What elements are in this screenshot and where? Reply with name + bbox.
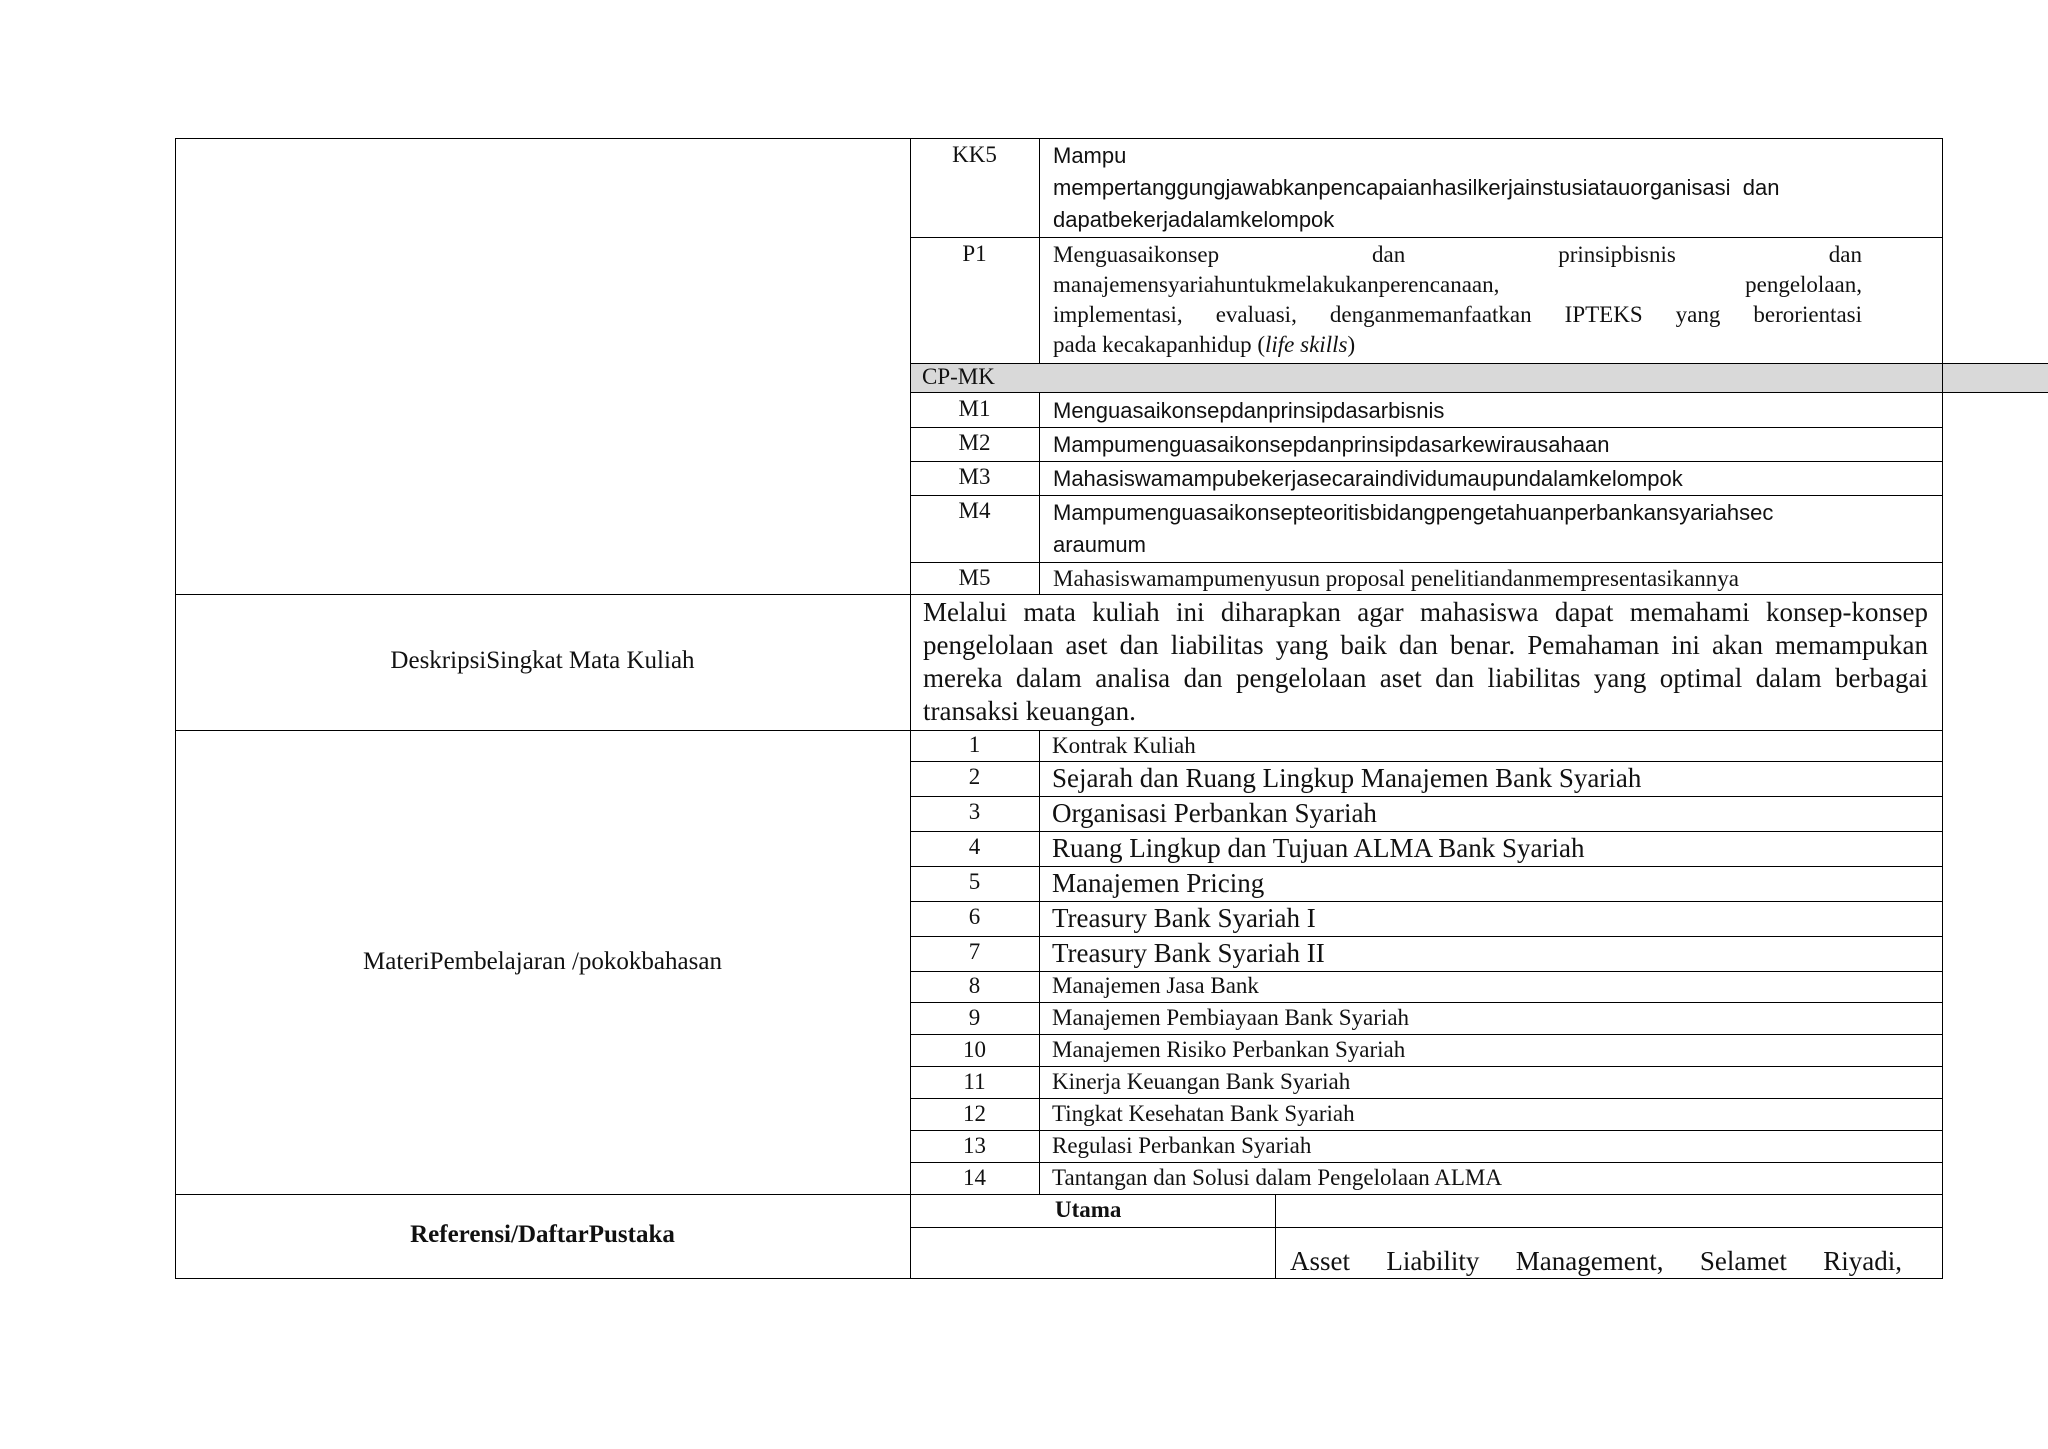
cpmk-band-top <box>910 363 2048 364</box>
row-divider <box>910 1034 1943 1035</box>
deskripsi-line: Melalui mata kuliah ini diharapkan agar mahasiswa dapat memahami konsep-konsep <box>923 597 1928 627</box>
cpl-text-kk5-line2: mempertanggungjawabkanpencapaianhasilkerjainstusiatauorganisasi dan <box>1053 175 1780 200</box>
cpl-text-kk5-line1: Mampu <box>1053 143 1127 168</box>
materi-topic: Kinerja Keuangan Bank Syariah <box>1052 1069 1351 1094</box>
referensi-label: Referensi/DaftarPustaka <box>410 1221 675 1248</box>
materi-number: 10 <box>963 1037 986 1062</box>
materi-number: 9 <box>968 1005 981 1030</box>
materi-topic: Manajemen Risiko Perbankan Syariah <box>1052 1037 1406 1062</box>
row-divider <box>910 936 1943 937</box>
code-column-divider-materi <box>1039 730 1040 1194</box>
row-divider <box>910 901 1943 902</box>
cpmk-text: Menguasaikonsepdanprinsipdasarbisnis <box>1053 398 1445 423</box>
cpmk-text: Mahasiswamampumenyusun proposal penelitiandanmempresentasikannya <box>1053 566 1739 591</box>
materi-topic: Sejarah dan Ruang Lingkup Manajemen Bank Syariah <box>1052 763 1642 793</box>
materi-number: 1 <box>968 732 981 757</box>
materi-topic: Organisasi Perbankan Syariah <box>1052 798 1377 828</box>
row-divider <box>910 427 1943 428</box>
cpl-text-p1-line2: manajemensyariahuntukmelakukanperencanaan, pengelolaan, <box>1053 272 1862 297</box>
section-divider <box>175 1194 1943 1195</box>
cpmk-text: Mahasiswamampubekerjasecaraindividumaupundalamkelompok <box>1053 466 1683 491</box>
cpl-text-kk5-line3: dapatbekerjadalamkelompok <box>1053 207 1335 232</box>
deskripsi-label: DeskripsiSingkat Mata Kuliah <box>390 647 695 674</box>
cpmk-band-bottom <box>910 392 2048 393</box>
deskripsi-line: pengelolaan aset dan liabilitas yang baik dan benar. Pemahaman ini akan memampukan <box>923 630 1928 660</box>
row-divider <box>910 237 1943 238</box>
section-divider <box>175 730 1943 731</box>
materi-number: 12 <box>963 1101 986 1126</box>
code-column-divider-cpmk <box>1039 392 1040 594</box>
cpmk-code: M1 <box>958 396 991 421</box>
materi-number: 5 <box>968 869 981 894</box>
materi-number: 6 <box>968 904 981 929</box>
materi-topic: Manajemen Pricing <box>1052 868 1265 898</box>
cpmk-code: M4 <box>958 498 991 523</box>
cpmk-band-divider <box>1942 363 1943 392</box>
materi-number: 11 <box>963 1069 986 1094</box>
cpmk-text: Mampumenguasaikonsepteoritisbidangpengetahuanperbankansyariahsec <box>1053 500 1774 525</box>
code-column-divider <box>1039 138 1040 363</box>
materi-topic: Kontrak Kuliah <box>1052 733 1196 758</box>
row-divider <box>910 1227 1943 1228</box>
row-divider <box>910 971 1943 972</box>
row-divider <box>910 461 1943 462</box>
row-divider <box>910 1066 1943 1067</box>
referensi-column-divider <box>1275 1194 1276 1279</box>
materi-topic: Manajemen Pembiayaan Bank Syariah <box>1052 1005 1410 1030</box>
row-divider <box>910 1098 1943 1099</box>
materi-number: 3 <box>968 799 981 824</box>
referensi-utama-heading: Utama <box>1055 1197 1122 1222</box>
materi-topic: Regulasi Perbankan Syariah <box>1052 1133 1312 1158</box>
row-divider <box>910 796 1943 797</box>
cpl-text-p1-line1: Menguasaikonsep dan prinsipbisnis dan <box>1053 242 1862 267</box>
cpmk-text: Mampumenguasaikonsepdanprinsipdasarkewirausahaan <box>1053 432 1610 457</box>
materi-number: 8 <box>968 973 981 998</box>
row-divider <box>910 761 1943 762</box>
section-divider <box>175 594 1943 595</box>
materi-number: 13 <box>963 1133 986 1158</box>
row-divider <box>910 1130 1943 1131</box>
life-skills-italic: life skills <box>1265 332 1348 357</box>
materi-topic: Tingkat Kesehatan Bank Syariah <box>1052 1101 1355 1126</box>
materi-number: 2 <box>968 764 981 789</box>
materi-number: 7 <box>968 939 981 964</box>
materi-topic: Manajemen Jasa Bank <box>1052 973 1259 998</box>
cpmk-code: M2 <box>958 430 991 455</box>
cpl-text-p1-line3: implementasi, evaluasi, denganmemanfaatkan IPTEKS yang berorientasi <box>1053 302 1862 327</box>
row-divider <box>910 495 1943 496</box>
materi-topic: Treasury Bank Syariah I <box>1052 903 1316 933</box>
cpl-code-kk5: KK5 <box>952 142 997 167</box>
materi-topic: Ruang Lingkup dan Tujuan ALMA Bank Syariah <box>1052 833 1585 863</box>
cpl-code-p1: P1 <box>962 241 987 266</box>
cpmk-header-band <box>911 363 2048 392</box>
row-divider <box>910 1162 1943 1163</box>
row-divider <box>910 562 1943 563</box>
deskripsi-line: transaksi keuangan. <box>923 696 1136 726</box>
referensi-entry: Asset Liability Management, Selamet Riyadi, <box>1290 1246 1902 1276</box>
row-divider <box>910 831 1943 832</box>
materi-topic: Treasury Bank Syariah II <box>1052 938 1325 968</box>
row-divider <box>910 866 1943 867</box>
materi-number: 14 <box>963 1165 986 1190</box>
cpmk-text-continued: araumum <box>1053 532 1146 557</box>
cpmk-code: M5 <box>958 565 991 590</box>
cpl-text-p1-line4: pada kecakapanhidup (life skills) <box>1053 332 1356 357</box>
row-divider <box>910 1002 1943 1003</box>
materi-label: MateriPembelajaran /pokokbahasan <box>363 948 722 975</box>
materi-topic: Tantangan dan Solusi dalam Pengelolaan ALMA <box>1052 1165 1502 1190</box>
cpmk-code: M3 <box>958 464 991 489</box>
cpmk-header: CP-MK <box>922 364 995 389</box>
materi-number: 4 <box>968 834 981 859</box>
deskripsi-line: mereka dalam analisa dan pengelolaan aset dan liabilitas yang optimal dalam berbagai <box>923 663 1928 693</box>
